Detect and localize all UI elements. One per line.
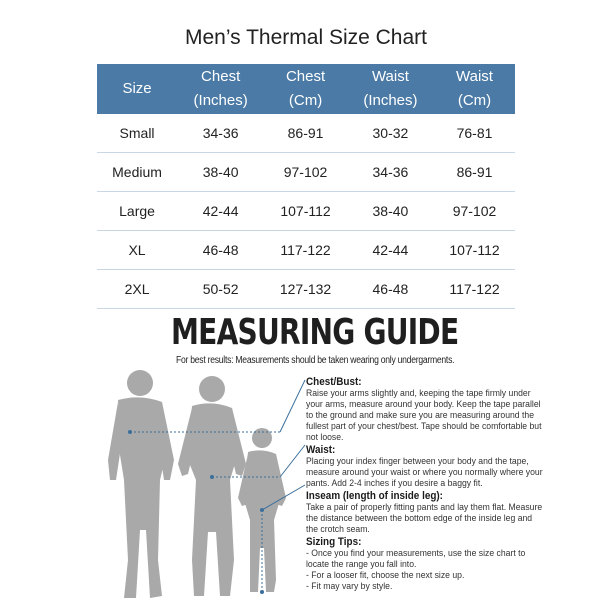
cell-waist-in: 30-32 [347, 114, 434, 153]
table-row [97, 270, 515, 309]
waist-heading: Waist: [306, 444, 336, 456]
cell-waist-cm: 76-81 [434, 114, 515, 153]
cell-waist-in: 34-36 [347, 153, 434, 192]
cell-waist-in: 42-44 [347, 231, 434, 270]
header-chest-cm: Chest (Cm) [264, 64, 347, 114]
chest-heading: Chest/Bust: [306, 376, 362, 388]
cell-size: Small [97, 114, 177, 153]
cell-size: XL [97, 231, 177, 270]
sizing-tips-section [306, 537, 545, 592]
body-silhouettes-illustration [100, 360, 315, 610]
table-row [97, 153, 515, 192]
measuring-notes [306, 377, 545, 594]
cell-size: Medium [97, 153, 177, 192]
cell-chest-cm: 107-112 [264, 192, 347, 231]
measuring-guide-subtitle: For best results: Measurements should be taken wearing only undergarments. [176, 355, 455, 366]
inseam-section [306, 491, 545, 535]
cell-chest-cm: 86-91 [264, 114, 347, 153]
inseam-text: Take a pair of properly fitting pants and lay them flat. Measure the distance between the bottom edge of the inside leg and the crotch seam. [306, 502, 543, 535]
size-chart-table [97, 64, 515, 309]
cell-waist-in: 38-40 [347, 192, 434, 231]
cell-waist-cm: 117-122 [434, 270, 515, 309]
header-waist-cm: Waist (Cm) [434, 64, 515, 114]
cell-chest-in: 46-48 [177, 231, 264, 270]
cell-chest-cm: 127-132 [264, 270, 347, 309]
inseam-heading: Inseam (length of inside leg): [306, 490, 443, 502]
chest-text: Raise your arms slightly and, keeping the tape firmly under your arms, measure around your body. Keep the tape parallel to the ground and make sure you are measuring around the fullest part of your chest/best. Tape should be comfortable but not loose. [306, 388, 542, 443]
measuring-guide-title: MEASURING GUIDE [171, 312, 459, 353]
cell-waist-in: 46-48 [347, 270, 434, 309]
header-size: Size [97, 64, 177, 114]
cell-chest-in: 42-44 [177, 192, 264, 231]
cell-chest-cm: 97-102 [264, 153, 347, 192]
waist-text: Placing your index finger between your body and the tape, measure around your waist or where you normally where your pants. Add 2-4 inches if you desire a baggy fit. [306, 456, 543, 489]
page-title: Men’s Thermal Size Chart [185, 26, 427, 49]
header-waist-inches: Waist (Inches) [347, 64, 434, 114]
chest-section [306, 377, 545, 443]
cell-chest-in: 50-52 [177, 270, 264, 309]
cell-waist-cm: 86-91 [434, 153, 515, 192]
waist-section [306, 445, 545, 489]
header-chest-inches: Chest (Inches) [177, 64, 264, 114]
table-header-row [97, 64, 515, 114]
table-row [97, 192, 515, 231]
cell-chest-in: 38-40 [177, 153, 264, 192]
sizing-tip: - For a looser fit, choose the next size up. [306, 570, 465, 581]
table-row [97, 231, 515, 270]
sizing-tips-heading: Sizing Tips: [306, 536, 362, 548]
sizing-tip: - Once you find your measurements, use the size chart to locate the range you fall into. [306, 548, 526, 570]
cell-waist-cm: 97-102 [434, 192, 515, 231]
cell-chest-cm: 117-122 [264, 231, 347, 270]
cell-size: Large [97, 192, 177, 231]
sizing-tip: - Fit may vary by style. [306, 581, 393, 592]
cell-chest-in: 34-36 [177, 114, 264, 153]
cell-size: 2XL [97, 270, 177, 309]
table-row [97, 114, 515, 153]
cell-waist-cm: 107-112 [434, 231, 515, 270]
